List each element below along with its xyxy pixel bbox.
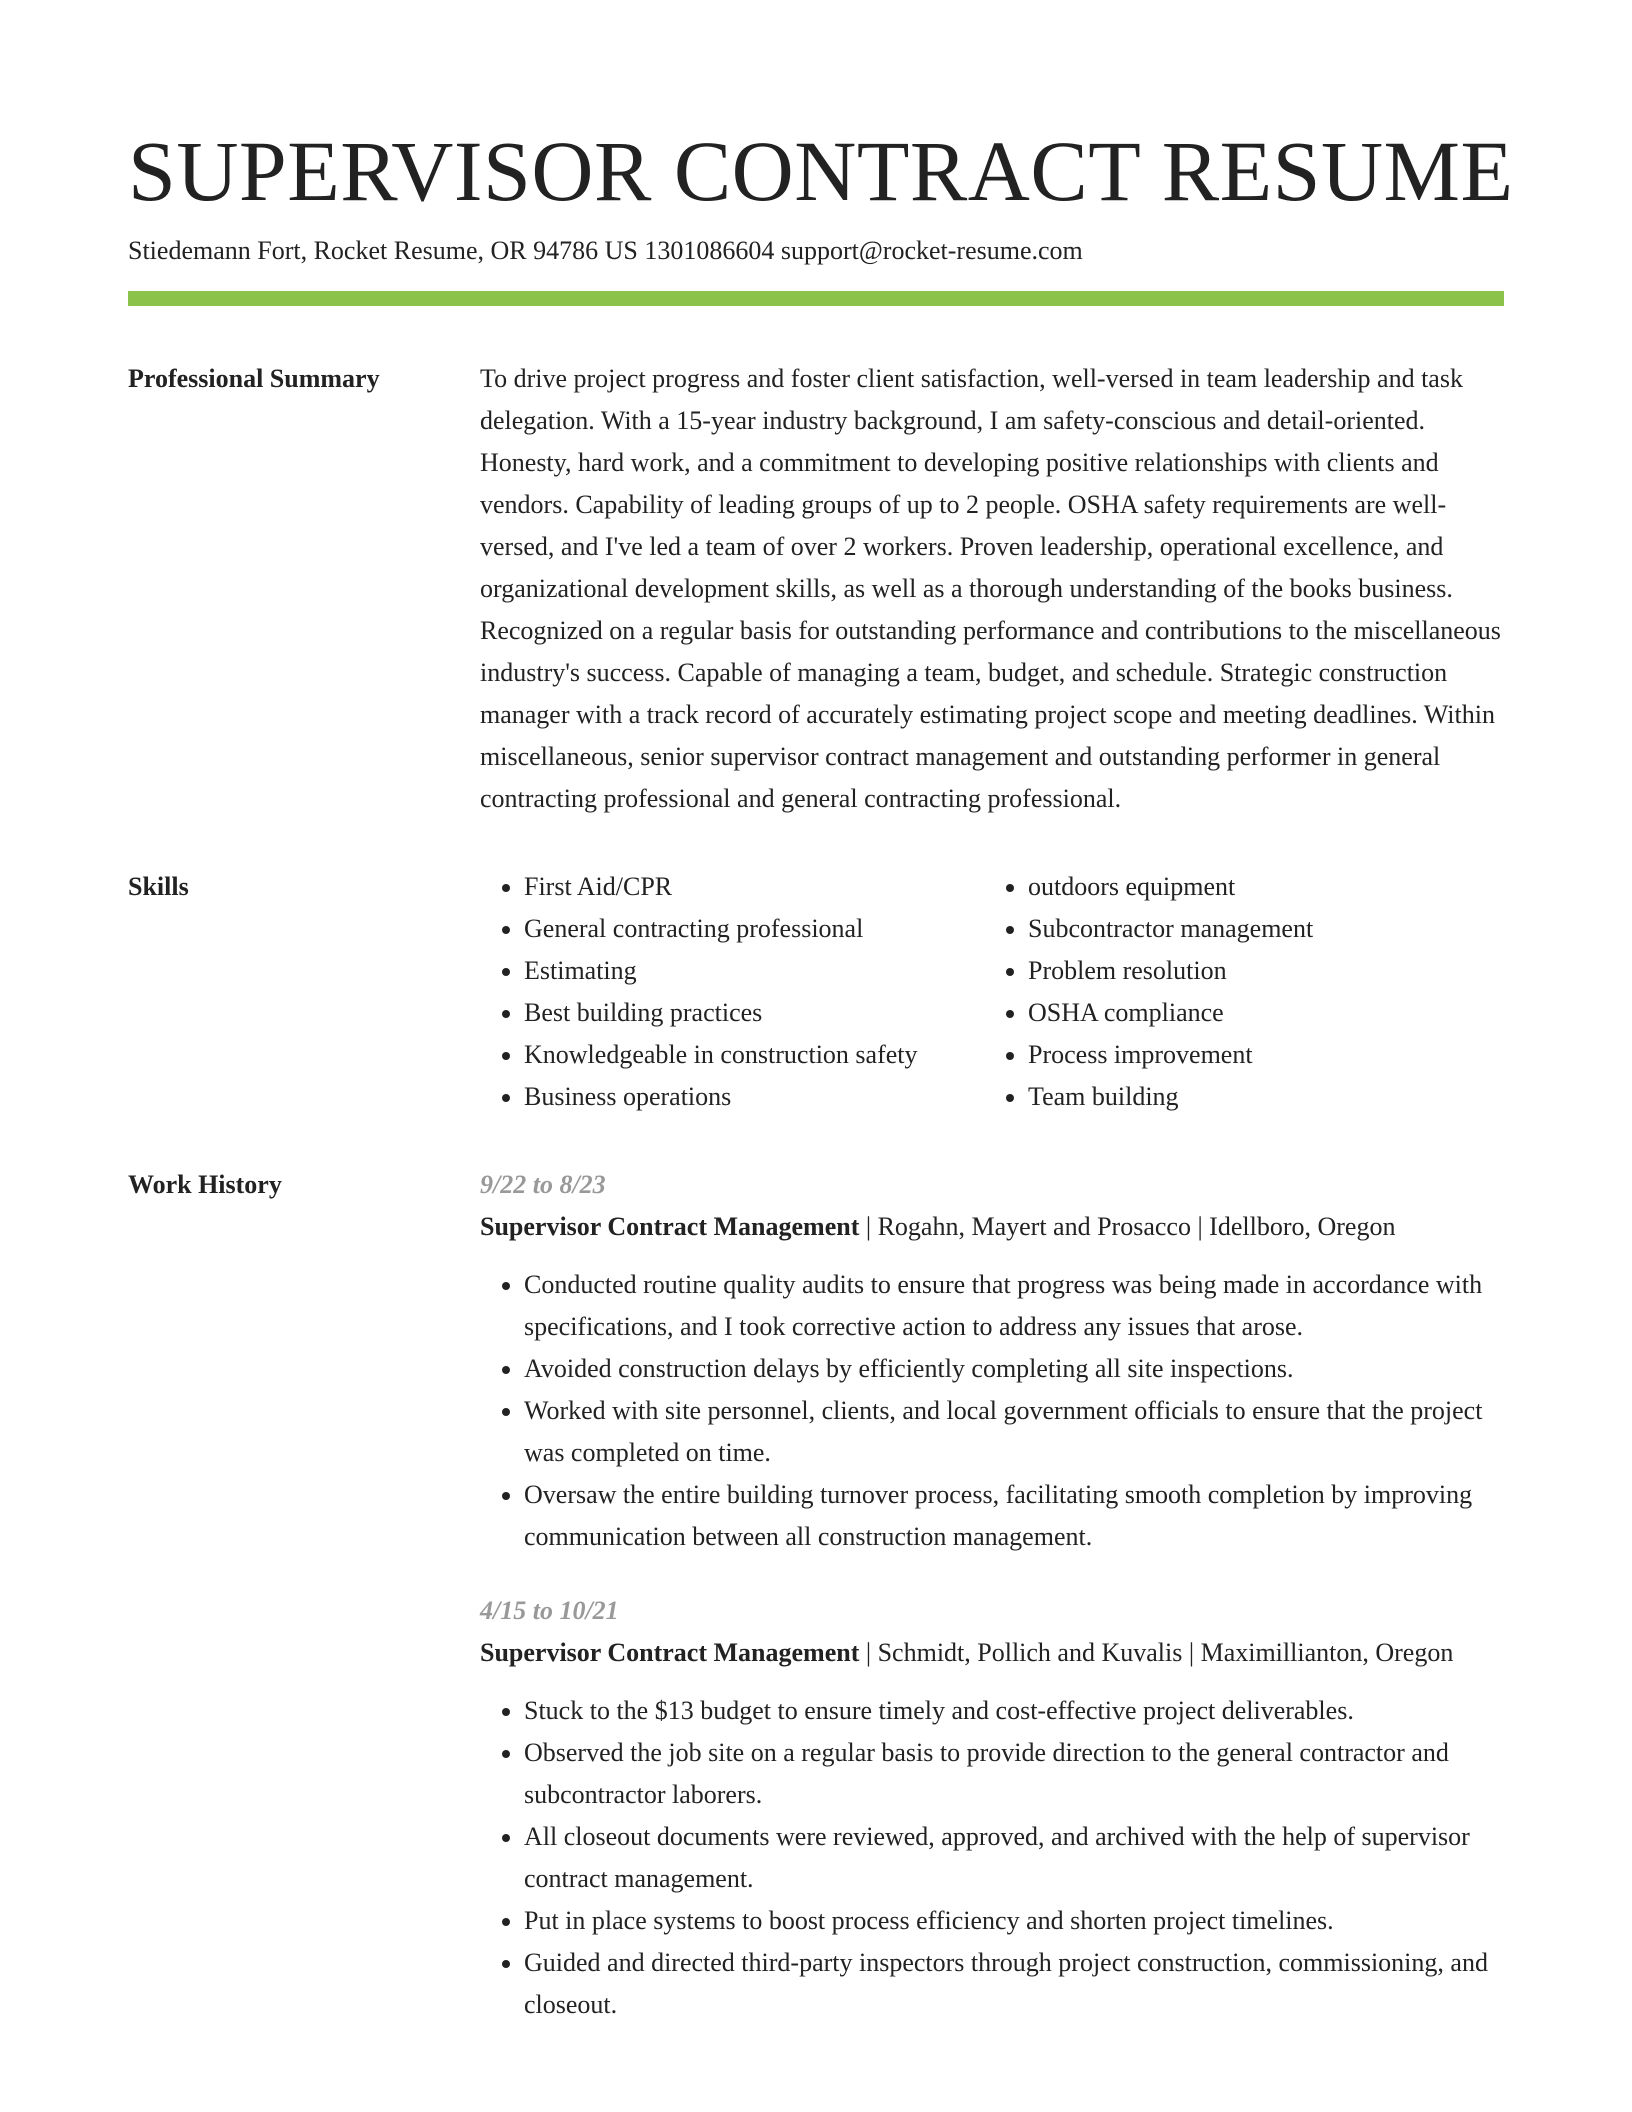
job-bullet: • Oversaw the entire building turnover process, facilitating smooth completion by improving communication between all construction management. [524, 1474, 1504, 1558]
skill-item: • Problem resolution [1028, 950, 1313, 992]
separator [859, 1638, 877, 1667]
section-title: Skills [128, 872, 189, 901]
job-dates: 4/15 to 10/21 [480, 1596, 619, 1625]
job-bullet: • Put in place systems to boost process efficiency and shorten project timelines. [524, 1900, 1504, 1942]
job-bullet: • Observed the job site on a regular basis to provide direction to the general contractor and subcontractor laborers. [524, 1732, 1504, 1816]
separator [859, 1212, 877, 1241]
job-entry [480, 1164, 1504, 1558]
resume-page [128, 118, 1514, 2026]
skill-item: • General contracting professional [524, 908, 984, 950]
section-title: Professional Summary [128, 364, 380, 393]
resume-name: SUPERVISOR CONTRACT RESUME [128, 123, 1514, 219]
skill-item: • Business operations [524, 1076, 984, 1118]
skill-item: • Best building practices [524, 992, 984, 1034]
job-title: Supervisor Contract Management [480, 1212, 860, 1241]
separator [1182, 1638, 1200, 1667]
section-skills [128, 866, 1504, 1118]
contact-address: Stiedemann Fort, Rocket Resume, OR 94786 US [128, 236, 638, 265]
job-company: Schmidt, Pollich and Kuvalis [877, 1638, 1183, 1667]
job-bullet: • Guided and directed third-party inspectors through project construction, commissioning, and closeout. [524, 1942, 1504, 2026]
contact-phone: 1301086604 [644, 236, 775, 265]
skill-item: • Estimating [524, 950, 984, 992]
job-bullet: • Avoided construction delays by efficiently completing all site inspections. [524, 1348, 1504, 1390]
skill-item: • Subcontractor management [1028, 908, 1313, 950]
skills-columns [480, 866, 1504, 1118]
job-dates: 9/22 to 8/23 [480, 1170, 606, 1199]
skill-item: • outdoors equipment [1028, 866, 1313, 908]
skill-item: • Team building [1028, 1076, 1313, 1118]
skill-item: • Knowledgeable in construction safety [524, 1034, 984, 1076]
job-bullets [480, 1690, 1504, 2026]
skills-body [480, 866, 1504, 1118]
section-professional-summary [128, 358, 1504, 820]
section-title: Work History [128, 1170, 282, 1199]
skills-list-right [984, 866, 1313, 1118]
job-entry [480, 1590, 1504, 2026]
job-heading [480, 1206, 1504, 1248]
skill-item: • OSHA compliance [1028, 992, 1313, 1034]
job-heading [480, 1632, 1504, 1674]
job-company: Rogahn, Mayert and Prosacco [877, 1212, 1191, 1241]
separator [1191, 1212, 1209, 1241]
job-location: Idellboro, Oregon [1209, 1212, 1396, 1241]
skills-list-left [480, 866, 984, 1118]
job-title: Supervisor Contract Management [480, 1638, 860, 1667]
contact-line [128, 234, 1504, 268]
job-bullets [480, 1264, 1504, 1558]
job-bullet: • Conducted routine quality audits to ensure that progress was being made in accordance with specifications, and I took corrective action to address any issues that arose. [524, 1264, 1504, 1348]
job-location: Maximillianton, Oregon [1200, 1638, 1454, 1667]
summary-text: To drive project progress and foster client satisfaction, well-versed in team leadership and task delegation. With a 15-year industry background, I am safety-conscious and detail-oriented. Honesty, hard work, and a commitment to developing positive relationships with clients and vendors. Capability of leading groups of up to 2 people. OSHA safety requirements are well-versed, and I've led a team of over 2 workers. Proven leadership, operational excellence, and organizational development skills, as well as a thorough understanding of the books business. Recognized on a regular basis for outstanding performance and contributions to the miscellaneous industry's success. Capable of managing a team, budget, and schedule. Strategic construction manager with a track record of accurately estimating project scope and meeting deadlines. Within miscellaneous, senior supervisor contract management and outstanding performer in general contracting professional and general contracting professional. [480, 364, 1501, 813]
work-body [480, 1164, 1504, 2026]
skill-item: • Process improvement [1028, 1034, 1313, 1076]
header-divider [128, 291, 1504, 306]
job-bullet: • Stuck to the $13 budget to ensure timely and cost-effective project deliverables. [524, 1690, 1504, 1732]
section-work-history [128, 1164, 1504, 2026]
skill-item: • First Aid/CPR [524, 866, 984, 908]
job-bullet: • All closeout documents were reviewed, approved, and archived with the help of supervisor contract management. [524, 1816, 1504, 1900]
summary-body [480, 358, 1504, 820]
job-bullet: • Worked with site personnel, clients, and local government officials to ensure that the project was completed on time. [524, 1390, 1504, 1474]
contact-email: support@rocket-resume.com [780, 236, 1083, 265]
